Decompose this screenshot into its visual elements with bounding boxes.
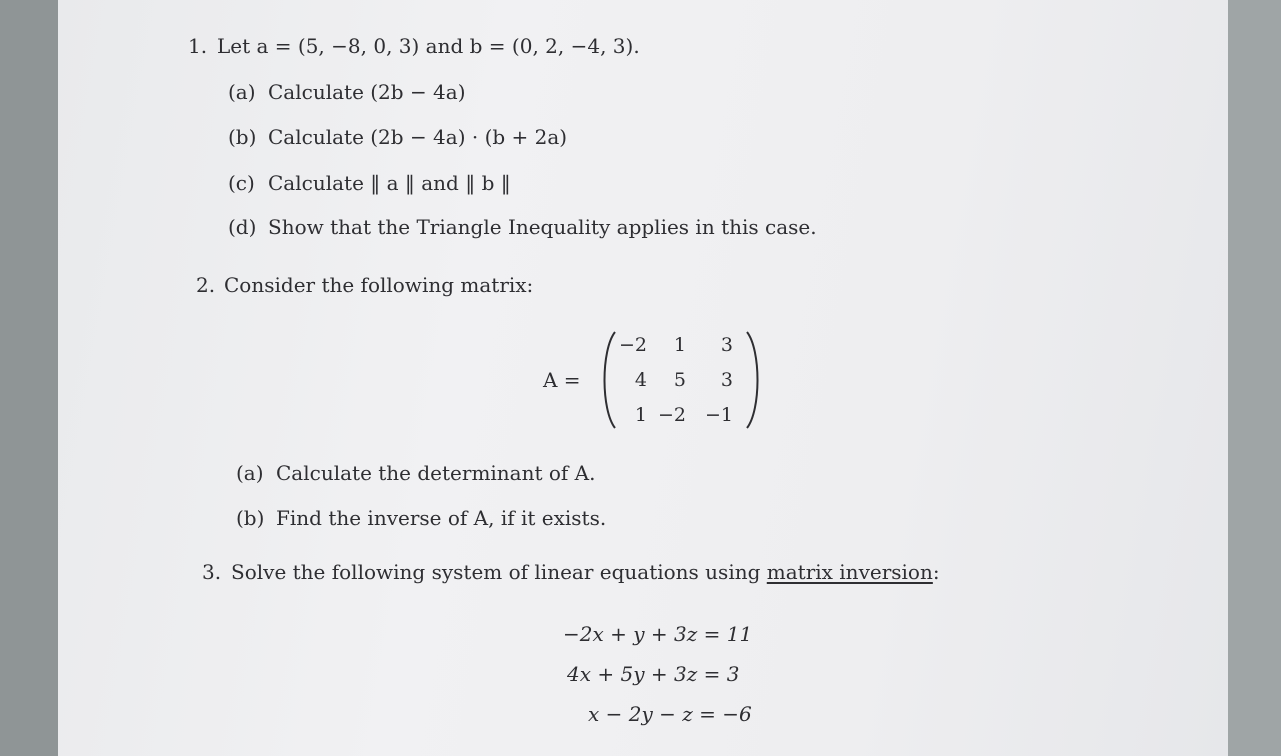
q1a-label: (a) (228, 80, 256, 104)
matrix-cell: 3 (720, 334, 733, 356)
equation-1: −2x + y + 3z = 11 (563, 622, 753, 646)
matrix-cell: 1 (634, 404, 647, 426)
q1a-text: Calculate (2b − 4a) (268, 80, 466, 104)
q1d-label: (d) (228, 215, 257, 239)
q1-number: 1. (188, 34, 208, 58)
matrix-inversion-link: matrix inversion (766, 560, 933, 584)
q2a-text: Calculate the determinant of A. (276, 461, 596, 485)
q2-stem: Consider the following matrix: (224, 273, 534, 297)
q1-stem: Let a = (5, −8, 0, 3) and b = (0, 2, −4, 3). (217, 34, 640, 58)
matrix-cell: 4 (634, 369, 647, 391)
matrix-cell: 3 (720, 369, 733, 391)
q1d-text: Show that the Triangle Inequality applies in this case. (268, 215, 817, 239)
matrix-cell: −2 (657, 404, 686, 426)
matrix-label: A = (543, 368, 581, 392)
matrix-cell: −1 (704, 404, 733, 426)
q2b-label: (b) (236, 506, 265, 530)
q3-stem (231, 562, 940, 582)
matrix-cell: −2 (618, 334, 647, 356)
q1b-label: (b) (228, 125, 257, 149)
equation-3: x − 2y − z = −6 (588, 702, 752, 726)
right-paren-icon (743, 330, 765, 430)
matrix-a (543, 330, 773, 430)
q2-number: 2. (196, 273, 216, 297)
q1c-label: (c) (228, 171, 255, 195)
q3-stem-suffix: : (932, 560, 940, 584)
background-edge (1228, 0, 1281, 756)
q1b-text: Calculate (2b − 4a) · (b + 2a) (268, 125, 568, 149)
q3-number: 3. (202, 560, 222, 584)
matrix-cell: 5 (673, 369, 686, 391)
q1c-text: Calculate ‖ a ‖ and ‖ b ‖ (268, 171, 511, 195)
q2a-label: (a) (236, 461, 264, 485)
q3-stem-prefix: Solve the following system of linear equations using (231, 560, 767, 584)
q2b-text: Find the inverse of A, if it exists. (276, 506, 607, 530)
matrix-cell: 1 (673, 334, 686, 356)
equation-2: 4x + 5y + 3z = 3 (567, 662, 740, 686)
